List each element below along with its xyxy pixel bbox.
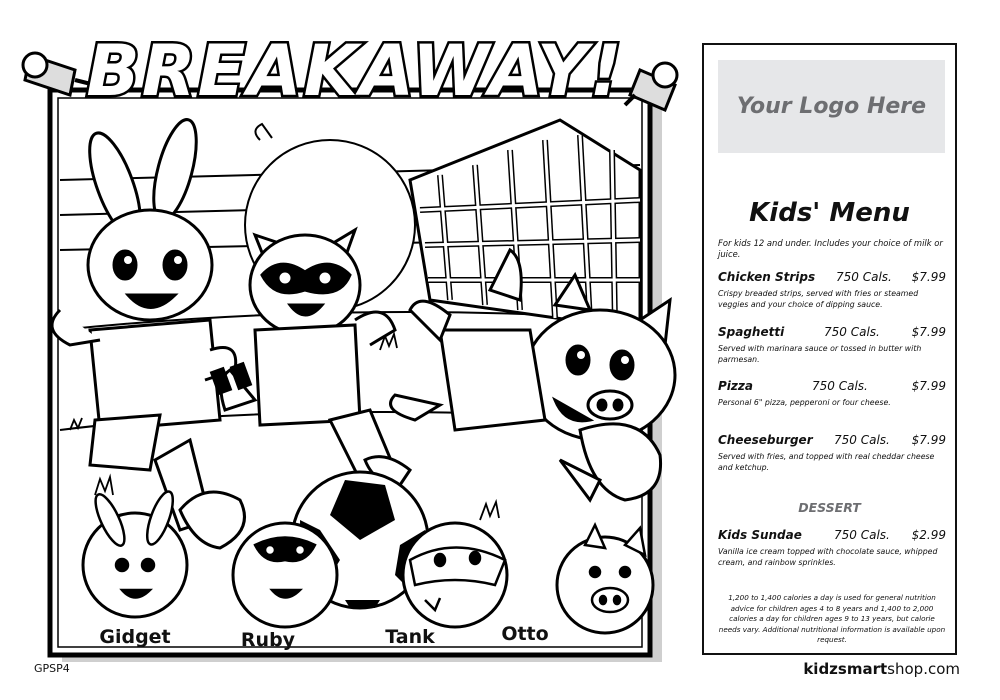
product-code: GPSP4 [34,662,70,675]
character-name-ruby: Ruby [240,629,296,651]
menu-item-name: Chicken Strips [718,270,816,284]
menu-item-calories: 750 Cals. [834,433,890,447]
character-name-gidget: Gidget [99,626,171,648]
logo-placeholder [718,60,945,153]
menu-item-dessert [718,528,946,568]
menu-item [718,325,946,365]
menu-item-calories: 750 Cals. [812,379,868,393]
menu-item-price: $2.99 [911,528,946,542]
menu-subtitle: For kids 12 and under. Includes your choice of milk or juice. [718,238,943,259]
menu-item-name: Spaghetti [718,325,785,339]
coloring-title: BREAKAWAY! [86,30,624,112]
menu-item-description: Vanilla ice cream topped with chocolate sauce, whipped cream, and rainbow sprinkles. [718,547,938,567]
dessert-heading: DESSERT [798,500,861,515]
menu-item-description: Served with marinara sauce or tossed in butter with parmesan. [718,344,922,364]
logo-placeholder-text: Your Logo Here [736,94,927,119]
menu-title: Kids' Menu [749,198,910,228]
menu-item [718,379,946,408]
menu-item-description: Crispy breaded strips, served with fries or steamed veggies and your choice of dipping sauce. [718,289,919,309]
menu-item-calories: 750 Cals. [836,270,892,284]
menu-item [718,270,946,310]
menu-item-name: Pizza [718,379,753,393]
menu-item-price: $7.99 [911,270,946,284]
character-name-tank: Tank [385,626,435,648]
menu-item-price: $7.99 [911,325,946,339]
site-url-bold: kidzsmart [803,660,888,678]
menu-item [718,433,946,473]
menu-item-description: Personal 6" pizza, pepperoni or four cheese. [718,398,891,407]
menu-item-price: $7.99 [911,379,946,393]
site-url-rest: shop.com [887,660,960,678]
menu-item-price: $7.99 [911,433,946,447]
nutrition-note: 1,200 to 1,400 calories a day is used for general nutrition advice for children ages 4 to 8 years and 1,400 to 2,000 calories a day for children ages 9 to 13 years, but calorie needs vary. Additional nutritional information is available upon request. [718,593,946,644]
menu-item-name: Cheeseburger [718,433,813,447]
kids-menu-panel [702,43,957,655]
menu-item-calories: 750 Cals. [824,325,880,339]
character-name-otto: Otto [501,623,549,645]
menu-item-name: Kids Sundae [718,528,802,542]
menu-item-description: Served with fries, and topped with real cheddar cheese and ketchup. [718,452,935,472]
menu-item-calories: 750 Cals. [834,528,890,542]
site-url [803,660,960,678]
